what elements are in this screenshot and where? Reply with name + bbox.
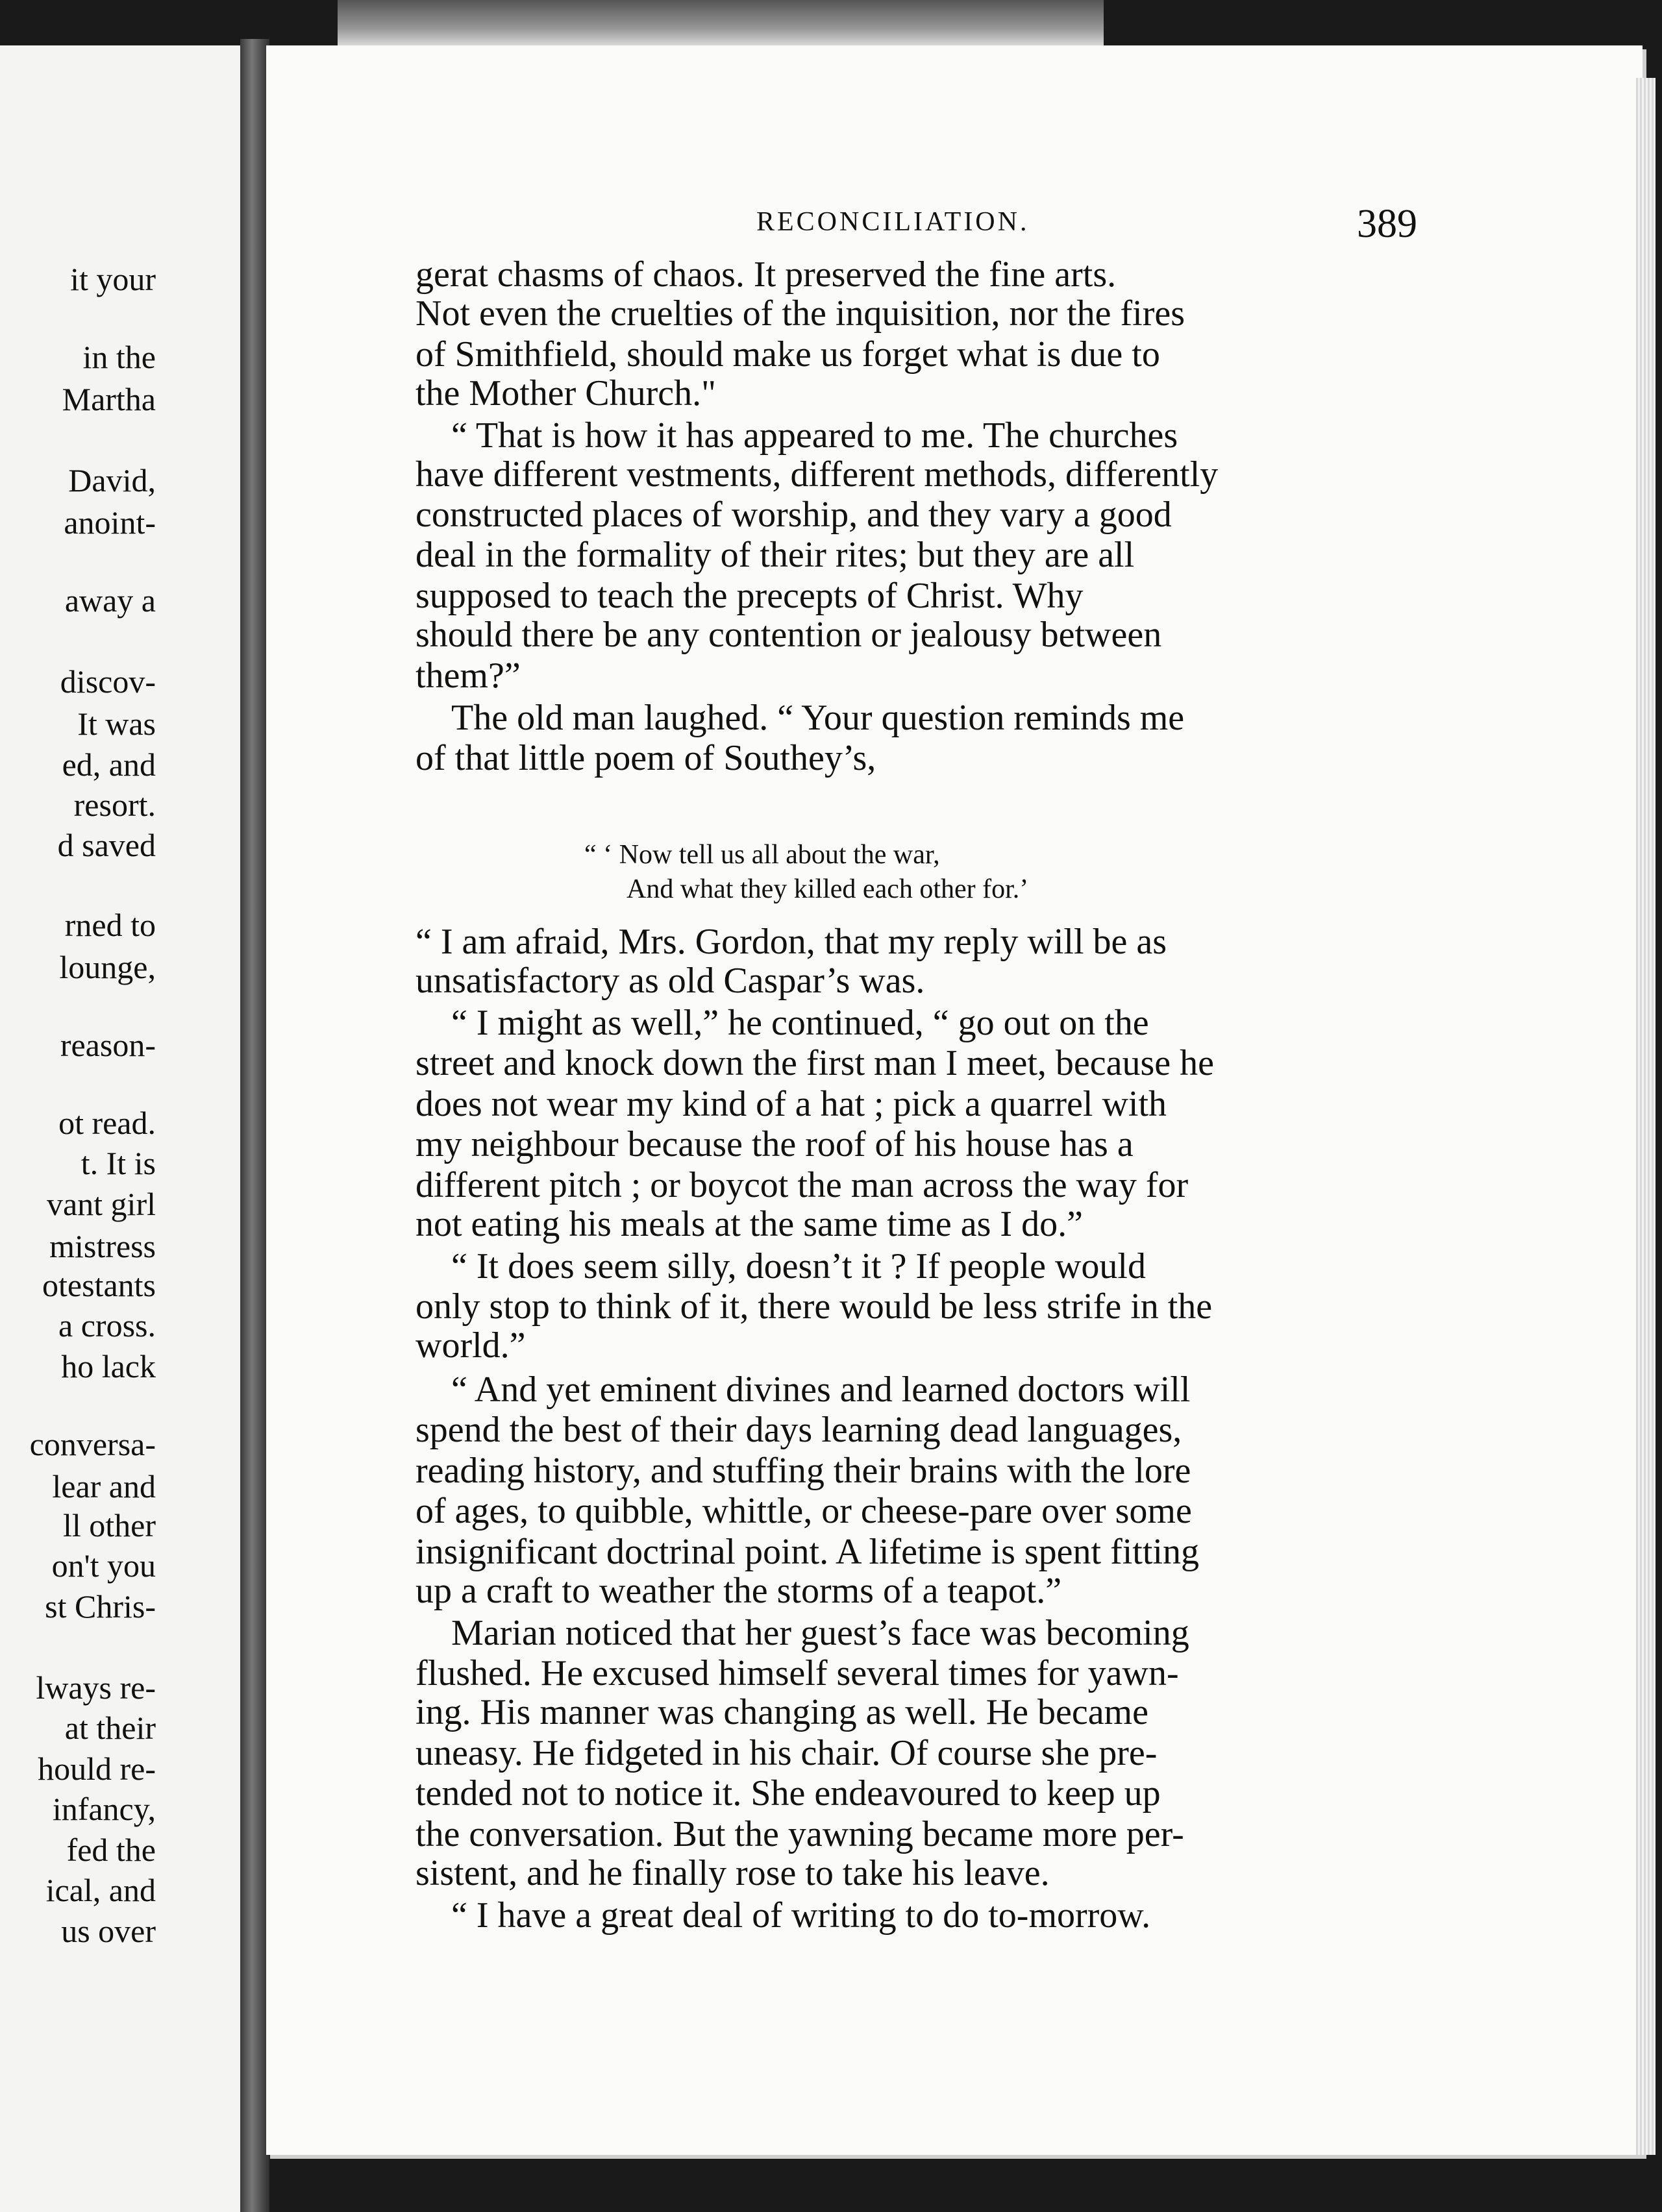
text-line: of Smithfield, should make us forget what is due to (416, 334, 1160, 375)
left-text-line: vant girl (46, 1186, 156, 1222)
left-text-line: a cross. (58, 1307, 156, 1344)
left-text-line: t. It is (81, 1145, 156, 1181)
left-text-line: on't you (51, 1547, 156, 1584)
left-text-line: away a (64, 582, 156, 619)
text-line: should there be any contention or jealousy between (416, 615, 1162, 655)
left-text-line: us over (61, 1913, 156, 1949)
left-text-line: David, (68, 462, 156, 498)
text-line: uneasy. He fidgeted in his chair. Of course she pre- (416, 1733, 1158, 1773)
text-line: “ It does seem silly, doesn’t it ? If people would (451, 1246, 1146, 1286)
left-text-line: rned to (64, 907, 156, 943)
left-text-line: d saved (57, 827, 156, 863)
text-line: street and knock down the first man I meet, because he (416, 1043, 1215, 1083)
page-number: 389 (1357, 202, 1417, 246)
left-text-line: mistress (49, 1228, 156, 1264)
text-line: supposed to teach the precepts of Christ. Why (416, 576, 1084, 616)
left-text-line: reason- (60, 1027, 156, 1063)
left-text-line: st Chris- (45, 1588, 156, 1625)
text-line: the Mother Church." (416, 373, 716, 413)
left-text-line: otestants (42, 1267, 156, 1303)
left-text-line: ho lack (61, 1348, 156, 1384)
text-line: insignificant doctrinal point. A lifetime is spent fitting (416, 1532, 1199, 1572)
left-text-line: fed the (66, 1832, 156, 1868)
text-line: of that little poem of Southey’s, (416, 738, 876, 778)
text-line: up a craft to weather the storms of a teapot.” (416, 1571, 1062, 1611)
left-text-line: resort. (73, 787, 156, 823)
text-line: The old man laughed. “ Your question reminds me (451, 698, 1185, 738)
left-text-line: hould re- (38, 1751, 156, 1787)
left-text-line: at their (64, 1710, 156, 1746)
text-line: Marian noticed that her guest’s face was becoming (451, 1613, 1189, 1653)
left-text-line: lways re- (36, 1669, 156, 1706)
verse-line: “ ‘ Now tell us all about the war, (584, 840, 940, 870)
left-text-line: lear and (52, 1468, 156, 1505)
text-line: them?” (416, 656, 521, 696)
text-line: “ I am afraid, Mrs. Gordon, that my reply will be as (416, 922, 1167, 962)
text-line: “ And yet eminent divines and learned doctors will (451, 1370, 1191, 1410)
left-text-line: discov- (60, 663, 156, 700)
text-line: unsatisfactory as old Caspar’s was. (416, 961, 925, 1001)
text-line: not eating his meals at the same time as I do.” (416, 1204, 1083, 1244)
running-head: RECONCILIATION. (756, 207, 1030, 237)
text-line: Not even the cruelties of the inquisition, nor the fires (416, 293, 1185, 334)
left-text-line: ot read. (58, 1105, 156, 1141)
text-line: of ages, to quibble, whittle, or cheese-pare over some (416, 1491, 1192, 1531)
text-line: flushed. He excused himself several times for yawn- (416, 1653, 1179, 1693)
text-line: deal in the formality of their rites; but they are all (416, 535, 1135, 575)
verse-line: And what they killed each other for.’ (626, 874, 1029, 904)
text-line: sistent, and he finally rose to take his leave. (416, 1853, 1050, 1893)
left-text-line: in the (82, 339, 156, 375)
text-line: ing. His manner was changing as well. He became (416, 1692, 1148, 1732)
left-text-line: It was (77, 706, 156, 742)
text-line: only stop to think of it, there would be less strife in the (416, 1286, 1213, 1327)
text-line: spend the best of their days learning dead languages, (416, 1410, 1182, 1450)
left-text-line: lounge, (59, 949, 156, 985)
text-line: my neighbour because the roof of his house has a (416, 1124, 1134, 1164)
text-line: the conversation. But the yawning became more per- (416, 1814, 1184, 1854)
text-line: have different vestments, different methods, differently (416, 454, 1219, 495)
text-line: “ I might as well,” he continued, “ go out on the (451, 1003, 1149, 1043)
left-text-line: conversa- (29, 1426, 156, 1462)
text-line: gerat chasms of chaos. It preserved the fine arts. (416, 254, 1117, 295)
left-text-line: ll other (62, 1507, 156, 1543)
text-line: different pitch ; or boycot the man across the way for (416, 1165, 1189, 1205)
left-text-line: ed, and (62, 746, 156, 783)
left-text-line: it your (70, 261, 156, 297)
text-line: world.” (416, 1325, 526, 1366)
text-line: constructed places of worship, and they vary a good (416, 495, 1172, 535)
left-text-line: infancy, (52, 1791, 156, 1827)
text-line: does not wear my kind of a hat ; pick a quarrel with (416, 1084, 1167, 1124)
left-text-line: ical, and (45, 1872, 156, 1908)
left-text-line: anoint- (64, 504, 156, 541)
text-line: tended not to notice it. She endeavoured to keep up (416, 1773, 1161, 1813)
text-line: “ That is how it has appeared to me. The churches (451, 415, 1178, 456)
text-line: reading history, and stuffing their brains with the lore (416, 1451, 1191, 1491)
text-line: “ I have a great deal of writing to do to-morrow. (451, 1895, 1151, 1936)
left-text-line: Martha (62, 381, 156, 417)
